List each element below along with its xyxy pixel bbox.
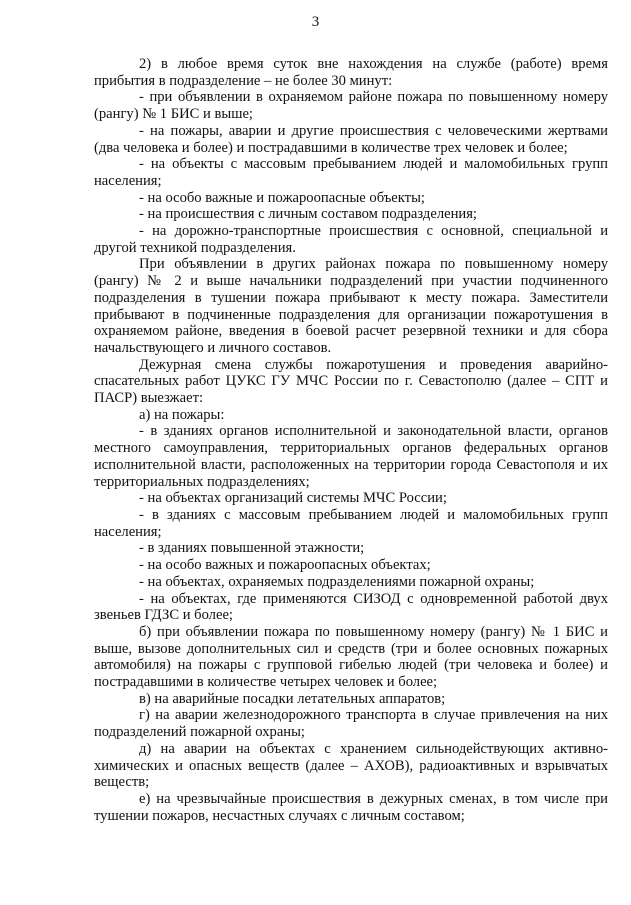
paragraph: - на пожары, аварии и другие происшествия с человеческими жертвами (два человека и более) и пострадавшими в количестве трех человек и более; [94,122,608,156]
paragraph: - на происшествия с личным составом подразделения; [139,206,477,223]
paragraph: - на особо важных и пожароопасных объектах; [139,557,431,574]
paragraph: в) на аварийные посадки летательных аппаратов; [139,690,446,707]
paragraph: - в зданиях органов исполнительной и законодательной власти, органов местного самоуправления, территориальных органов федеральных органов исполнительной власти, расположенных на территории города Севастополя и их территориальных подразделениях; [94,423,608,490]
paragraph: - в зданиях с массовым пребыванием людей и маломобильных групп населения; [94,506,608,540]
paragraph: - на объектах, охраняемых подразделениями пожарной охраны; [139,573,535,590]
paragraph: а) на пожары: [139,406,225,423]
paragraph: - на объекты с массовым пребыванием людей и маломобильных групп населения; [94,156,608,189]
paragraph: е) на чрезвычайные происшествия в дежурных сменах, в том числе при тушении пожаров, несчастных случаях с личным составом; [94,790,608,824]
paragraph: б) при объявлении пожара по повышенному номеру (рангу) № 1 БИС и выше, вызове дополнительных сил и средств (три и более основных пожарных автомобиля) на пожары с групповой гибелью людей (три человека и более) и пострадавшими в количестве четырех человек и более; [94,623,608,691]
paragraph: - при объявлении в охраняемом районе пожара по повышенному номеру (рангу) № 1 БИС и выше; [94,89,608,123]
paragraph: - на объектах организаций системы МЧС России; [139,490,447,507]
document-body [94,56,608,824]
paragraph: При объявлении в других районах пожара по повышенному номеру (рангу) № 2 и выше начальники подразделений при участии подчиненного подразделения в тушении пожара прибывают к месту пожара. Заместители прибывают в подчиненные подразделения для организации пожаротушения в охраняемом районе, введения в боевой расчет резервной техники и для сбора начальствующего и личного составов. [94,256,608,356]
paragraph: - в зданиях повышенной этажности; [139,540,365,557]
paragraph: - на дорожно-транспортные происшествия с основной, специальной и другой техникой подразделения. [94,223,608,256]
paragraph: - на объектах, где применяются СИЗОД с одновременной работой двух звеньев ГДЗС и более; [94,590,608,624]
paragraph: г) на аварии железнодорожного транспорта в случае привлечения на них подразделений пожарной охраны; [94,707,608,741]
paragraph: 2) в любое время суток вне нахождения на службе (работе) время прибытия в подразделение – не более 30 минут: [94,56,608,89]
paragraph: д) на аварии на объектах с хранением сильнодействующих активно-химических и опасных веществ (далее – АХОВ), радиоактивных и взрывчатых веществ; [94,740,608,791]
paragraph: - на особо важные и пожароопасные объекты; [139,189,425,206]
page-number: 3 [311,14,320,30]
paragraph: Дежурная смена службы пожаротушения и проведения аварийно-спасательных работ ЦУКС ГУ МЧС России по г. Севастополю (далее – СПТ и ПАСР) выезжает: [94,356,608,407]
